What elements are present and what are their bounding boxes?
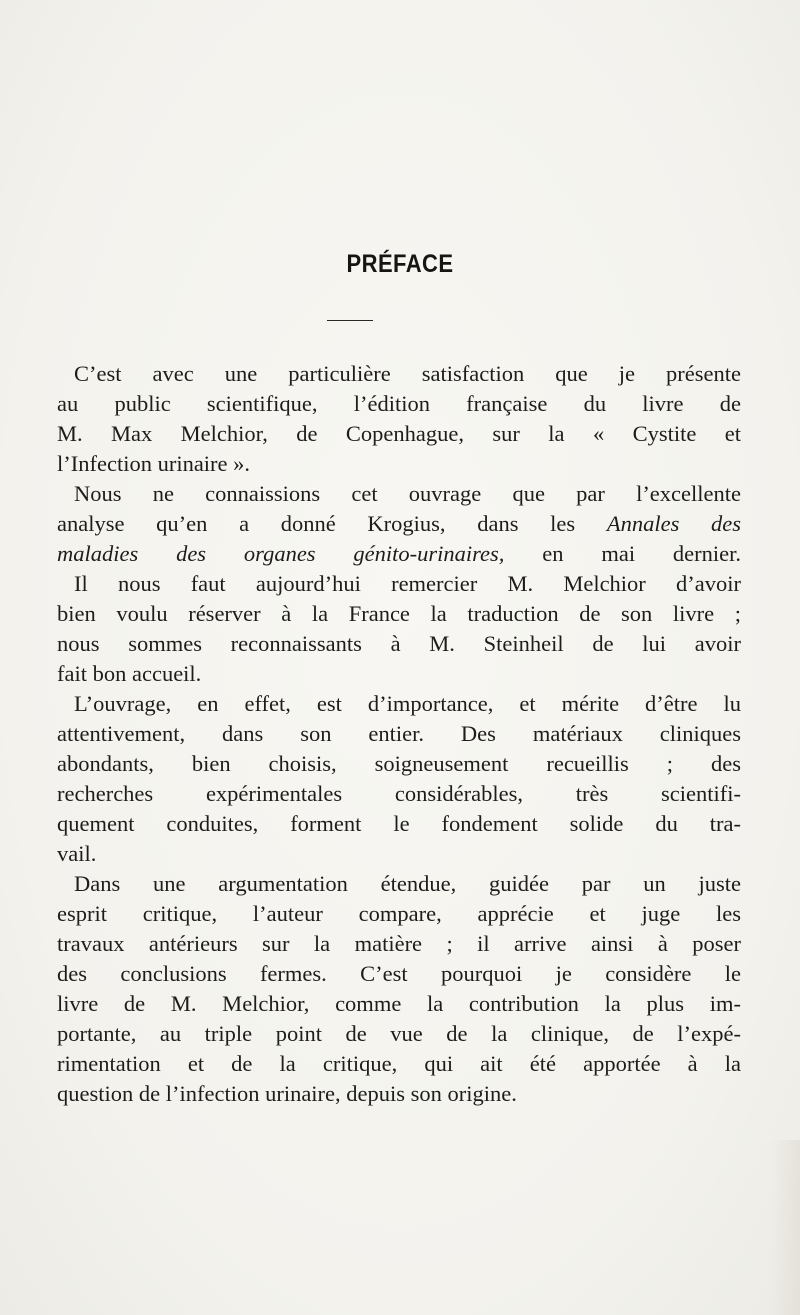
text-line: bien voulu réserver à la France la traduction de son livre ; <box>57 601 741 626</box>
text-line: abondants, bien choisis, soigneusement recueillis ; des <box>57 751 741 776</box>
text-line <box>57 539 741 569</box>
text-line: travaux antérieurs sur la matière ; il arrive ainsi à poser <box>57 931 741 956</box>
text-line: rimentation et de la critique, qui ait été apportée à la <box>57 1051 741 1076</box>
page-edge-shading <box>770 1140 800 1315</box>
text-segment: en mai dernier. <box>542 541 741 566</box>
text-line: portante, au triple point de vue de la clinique, de l’expé- <box>57 1021 741 1046</box>
page-title: PRÉFACE <box>346 250 454 278</box>
text-line: nous sommes reconnaissants à M. Steinheil de lui avoir <box>57 631 741 656</box>
text-line: des conclusions fermes. C’est pourquoi je considère le <box>57 961 741 986</box>
text-line: L’ouvrage, en effet, est d’importance, et mérite d’être lu <box>74 691 741 716</box>
text-line: livre de M. Melchior, comme la contribution la plus im- <box>57 991 741 1016</box>
text-line: l’Infection urinaire ». <box>57 451 251 476</box>
text-line: esprit critique, l’auteur compare, apprécie et juge les <box>57 901 741 926</box>
text-line: au public scientifique, l’édition française du livre de <box>57 391 741 416</box>
text-line: question de l’infection urinaire, depuis son origine. <box>57 1081 517 1106</box>
text-line: M. Max Melchior, de Copenhague, sur la « Cystite et <box>57 421 741 446</box>
text-line: fait bon accueil. <box>57 661 202 686</box>
text-line <box>57 509 741 539</box>
text-line: Il nous faut aujourd’hui remercier M. Melchior d’avoir <box>74 571 741 596</box>
journal-title-part: maladies des organes génito-urinaires, <box>57 541 505 566</box>
text-line: C’est avec une particulière satisfaction que je présente <box>74 361 741 386</box>
text-line: Nous ne connaissions cet ouvrage que par l’excellente <box>74 481 741 506</box>
text-segment: analyse qu’en a donné Krogius, dans les <box>57 511 576 536</box>
text-line: recherches expérimentales considérables, très scientifi- <box>57 781 741 806</box>
journal-title-part: Annales des <box>606 511 741 536</box>
text-line: attentivement, dans son entier. Des matériaux cliniques <box>57 721 741 746</box>
text-line: vail. <box>57 841 97 866</box>
text-line: quement conduites, forment le fondement solide du tra- <box>57 811 741 836</box>
text-line: Dans une argumentation étendue, guidée par un juste <box>74 871 741 896</box>
